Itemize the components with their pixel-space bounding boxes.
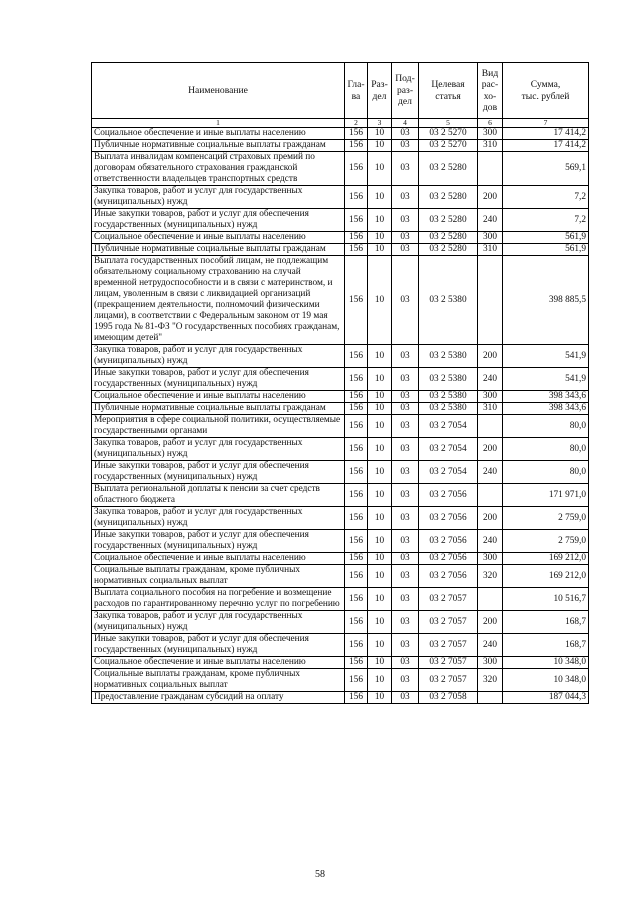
cell-podrazdel: 03 — [392, 232, 419, 244]
cell-razdel: 10 — [368, 232, 392, 244]
cell-podrazdel: 03 — [392, 403, 419, 415]
cell-razdel: 10 — [368, 588, 392, 611]
cell-target: 03 2 5280 — [419, 186, 478, 209]
cell-sum: 187 044,3 — [503, 692, 589, 704]
cell-podrazdel: 03 — [392, 634, 419, 657]
cell-target: 03 2 7057 — [419, 588, 478, 611]
cell-target: 03 2 5380 — [419, 345, 478, 368]
cell-podrazdel: 03 — [392, 345, 419, 368]
cell-vid: 300 — [478, 232, 503, 244]
cell-glava: 156 — [345, 345, 368, 368]
table-row — [92, 152, 589, 186]
cell-name: Выплата региональной доплаты к пенсии за счет средств областного бюджета — [92, 484, 345, 507]
cell-sum: 2 759,0 — [503, 530, 589, 553]
cell-razdel: 10 — [368, 461, 392, 484]
cell-razdel: 10 — [368, 507, 392, 530]
cell-razdel: 10 — [368, 256, 392, 345]
cell-sum: 17 414,2 — [503, 128, 589, 140]
cell-target: 03 2 7056 — [419, 565, 478, 588]
table-row — [92, 186, 589, 209]
cell-sum: 10 348,0 — [503, 669, 589, 692]
cell-target: 03 2 5380 — [419, 256, 478, 345]
column-number-row — [92, 119, 589, 128]
cell-name: Предоставление гражданам субсидий на оплату — [92, 692, 345, 704]
cell-glava: 156 — [345, 368, 368, 391]
cell-sum: 80,0 — [503, 415, 589, 438]
cell-target: 03 2 7057 — [419, 669, 478, 692]
cell-sum: 171 971,0 — [503, 484, 589, 507]
cell-target: 03 2 7057 — [419, 611, 478, 634]
cell-target: 03 2 5280 — [419, 232, 478, 244]
cell-razdel: 10 — [368, 565, 392, 588]
cell-podrazdel: 03 — [392, 140, 419, 152]
table-body — [92, 128, 589, 704]
page-number: 58 — [315, 869, 325, 880]
header-podrazdel: Под- раз- дел — [392, 63, 419, 119]
cell-razdel: 10 — [368, 186, 392, 209]
cell-podrazdel: 03 — [392, 657, 419, 669]
table-row — [92, 345, 589, 368]
header-target: Целевая статья — [419, 63, 478, 119]
cell-glava: 156 — [345, 669, 368, 692]
cell-glava: 156 — [345, 403, 368, 415]
cell-podrazdel: 03 — [392, 209, 419, 232]
table-row — [92, 634, 589, 657]
cell-razdel: 10 — [368, 415, 392, 438]
cell-glava: 156 — [345, 438, 368, 461]
cell-razdel: 10 — [368, 140, 392, 152]
cell-glava: 156 — [345, 186, 368, 209]
cell-glava: 156 — [345, 634, 368, 657]
cell-glava: 156 — [345, 256, 368, 345]
cell-vid: 310 — [478, 244, 503, 256]
cell-glava: 156 — [345, 232, 368, 244]
column-number: 2 — [345, 119, 368, 128]
cell-sum: 168,7 — [503, 634, 589, 657]
cell-razdel: 10 — [368, 484, 392, 507]
cell-podrazdel: 03 — [392, 256, 419, 345]
cell-sum: 541,9 — [503, 368, 589, 391]
cell-target: 03 2 5270 — [419, 140, 478, 152]
cell-target: 03 2 7056 — [419, 507, 478, 530]
cell-name: Иные закупки товаров, работ и услуг для обеспечения государственных (муниципальных) нужд — [92, 209, 345, 232]
cell-vid: 200 — [478, 507, 503, 530]
cell-razdel: 10 — [368, 438, 392, 461]
cell-podrazdel: 03 — [392, 244, 419, 256]
cell-glava: 156 — [345, 128, 368, 140]
cell-sum: 561,9 — [503, 244, 589, 256]
cell-name: Иные закупки товаров, работ и услуг для обеспечения государственных (муниципальных) нужд — [92, 634, 345, 657]
cell-target: 03 2 5380 — [419, 368, 478, 391]
table-row — [92, 657, 589, 669]
cell-razdel: 10 — [368, 345, 392, 368]
cell-name: Выплата инвалидам компенсаций страховых премий по договорам обязательного страхования гражданской ответственности владельцев транспортных средств — [92, 152, 345, 186]
cell-sum: 80,0 — [503, 438, 589, 461]
table-row — [92, 692, 589, 704]
cell-vid: 300 — [478, 128, 503, 140]
cell-vid: 300 — [478, 553, 503, 565]
cell-podrazdel: 03 — [392, 530, 419, 553]
cell-sum: 541,9 — [503, 345, 589, 368]
table-row — [92, 588, 589, 611]
cell-sum: 398 885,5 — [503, 256, 589, 345]
cell-name: Социальное обеспечение и иные выплаты населению — [92, 657, 345, 669]
table-row — [92, 611, 589, 634]
cell-name: Иные закупки товаров, работ и услуг для обеспечения государственных (муниципальных) нужд — [92, 461, 345, 484]
cell-razdel: 10 — [368, 692, 392, 704]
cell-podrazdel: 03 — [392, 507, 419, 530]
header-razdel: Раз- дел — [368, 63, 392, 119]
cell-razdel: 10 — [368, 128, 392, 140]
cell-sum: 80,0 — [503, 461, 589, 484]
cell-target: 03 2 5380 — [419, 403, 478, 415]
cell-vid: 200 — [478, 438, 503, 461]
table-row — [92, 403, 589, 415]
cell-target: 03 2 7054 — [419, 415, 478, 438]
cell-glava: 156 — [345, 244, 368, 256]
table-row — [92, 669, 589, 692]
cell-name: Выплата социального пособия на погребение и возмещение расходов по гарантированному перечню услуг по погребению — [92, 588, 345, 611]
cell-podrazdel: 03 — [392, 415, 419, 438]
cell-razdel: 10 — [368, 368, 392, 391]
cell-name: Социальное обеспечение и иные выплаты населению — [92, 128, 345, 140]
cell-sum: 7,2 — [503, 209, 589, 232]
cell-name: Социальные выплаты гражданам, кроме публичных нормативных социальных выплат — [92, 669, 345, 692]
cell-vid — [478, 415, 503, 438]
cell-razdel: 10 — [368, 209, 392, 232]
table-row — [92, 530, 589, 553]
cell-glava: 156 — [345, 692, 368, 704]
cell-podrazdel: 03 — [392, 152, 419, 186]
cell-name: Публичные нормативные социальные выплаты гражданам — [92, 403, 345, 415]
cell-glava: 156 — [345, 657, 368, 669]
cell-target: 03 2 7054 — [419, 438, 478, 461]
cell-razdel: 10 — [368, 657, 392, 669]
table-row — [92, 461, 589, 484]
table-row — [92, 209, 589, 232]
cell-target: 03 2 7058 — [419, 692, 478, 704]
table-row — [92, 391, 589, 403]
cell-target: 03 2 5280 — [419, 152, 478, 186]
table-row — [92, 140, 589, 152]
column-number: 5 — [419, 119, 478, 128]
cell-razdel: 10 — [368, 611, 392, 634]
cell-name: Иные закупки товаров, работ и услуг для обеспечения государственных (муниципальных) нужд — [92, 368, 345, 391]
cell-glava: 156 — [345, 565, 368, 588]
cell-podrazdel: 03 — [392, 553, 419, 565]
header-vid: Вид рас- хо- дов — [478, 63, 503, 119]
cell-target: 03 2 5280 — [419, 209, 478, 232]
cell-glava: 156 — [345, 611, 368, 634]
table-header-row — [92, 63, 589, 119]
cell-razdel: 10 — [368, 530, 392, 553]
column-number: 4 — [392, 119, 419, 128]
cell-vid: 240 — [478, 634, 503, 657]
table-row — [92, 553, 589, 565]
cell-podrazdel: 03 — [392, 128, 419, 140]
cell-podrazdel: 03 — [392, 438, 419, 461]
cell-vid — [478, 692, 503, 704]
cell-glava: 156 — [345, 588, 368, 611]
cell-sum: 561,9 — [503, 232, 589, 244]
table-row — [92, 565, 589, 588]
cell-podrazdel: 03 — [392, 368, 419, 391]
cell-sum: 10 348,0 — [503, 657, 589, 669]
cell-vid: 240 — [478, 368, 503, 391]
header-name: Наименование — [92, 63, 345, 119]
cell-vid: 200 — [478, 345, 503, 368]
cell-podrazdel: 03 — [392, 588, 419, 611]
column-number: 7 — [503, 119, 589, 128]
cell-target: 03 2 7056 — [419, 484, 478, 507]
cell-podrazdel: 03 — [392, 461, 419, 484]
table-row — [92, 438, 589, 461]
cell-razdel: 10 — [368, 152, 392, 186]
cell-sum: 169 212,0 — [503, 565, 589, 588]
cell-podrazdel: 03 — [392, 186, 419, 209]
cell-podrazdel: 03 — [392, 692, 419, 704]
cell-vid: 320 — [478, 565, 503, 588]
cell-name: Социальные выплаты гражданам, кроме публичных нормативных социальных выплат — [92, 565, 345, 588]
cell-target: 03 2 7054 — [419, 461, 478, 484]
cell-sum: 10 516,7 — [503, 588, 589, 611]
table-row — [92, 415, 589, 438]
cell-glava: 156 — [345, 461, 368, 484]
cell-glava: 156 — [345, 391, 368, 403]
cell-vid — [478, 256, 503, 345]
cell-podrazdel: 03 — [392, 565, 419, 588]
cell-name: Закупка товаров, работ и услуг для государственных (муниципальных) нужд — [92, 345, 345, 368]
cell-vid: 200 — [478, 611, 503, 634]
cell-podrazdel: 03 — [392, 391, 419, 403]
cell-name: Мероприятия в сфере социальной политики, осуществляемые государственными органами — [92, 415, 345, 438]
cell-podrazdel: 03 — [392, 484, 419, 507]
table-row — [92, 128, 589, 140]
cell-vid — [478, 484, 503, 507]
table-row — [92, 507, 589, 530]
table-row — [92, 368, 589, 391]
cell-name: Социальное обеспечение и иные выплаты населению — [92, 553, 345, 565]
cell-name: Социальное обеспечение и иные выплаты населению — [92, 232, 345, 244]
cell-target: 03 2 5380 — [419, 391, 478, 403]
cell-target: 03 2 5280 — [419, 244, 478, 256]
cell-sum: 2 759,0 — [503, 507, 589, 530]
table-row — [92, 232, 589, 244]
cell-razdel: 10 — [368, 634, 392, 657]
cell-sum: 168,7 — [503, 611, 589, 634]
cell-razdel: 10 — [368, 553, 392, 565]
cell-vid: 310 — [478, 403, 503, 415]
cell-podrazdel: 03 — [392, 611, 419, 634]
cell-vid: 240 — [478, 530, 503, 553]
cell-razdel: 10 — [368, 244, 392, 256]
cell-target: 03 2 7057 — [419, 634, 478, 657]
header-sum: Сумма, тыс. рублей — [503, 63, 589, 119]
cell-target: 03 2 5270 — [419, 128, 478, 140]
cell-vid: 300 — [478, 657, 503, 669]
cell-target: 03 2 7056 — [419, 530, 478, 553]
cell-sum: 17 414,2 — [503, 140, 589, 152]
column-number: 6 — [478, 119, 503, 128]
cell-name: Закупка товаров, работ и услуг для государственных (муниципальных) нужд — [92, 438, 345, 461]
cell-sum: 398 343,6 — [503, 391, 589, 403]
cell-glava: 156 — [345, 530, 368, 553]
cell-vid: 240 — [478, 209, 503, 232]
cell-glava: 156 — [345, 209, 368, 232]
table-row — [92, 244, 589, 256]
cell-glava: 156 — [345, 484, 368, 507]
cell-target: 03 2 7057 — [419, 657, 478, 669]
table-row — [92, 484, 589, 507]
cell-target: 03 2 7056 — [419, 553, 478, 565]
cell-name: Закупка товаров, работ и услуг для государственных (муниципальных) нужд — [92, 507, 345, 530]
cell-razdel: 10 — [368, 403, 392, 415]
cell-vid: 310 — [478, 140, 503, 152]
cell-sum: 7,2 — [503, 186, 589, 209]
cell-vid: 300 — [478, 391, 503, 403]
cell-name: Выплата государственных пособий лицам, не подлежащим обязательному социальному страхованию на случай временной нетрудоспособности и в связи с материнством, и лицам, уволенным в связи с ликвидацией организаций (прекращением деятельности, полномочий физическими лицами), в соответствии с Федеральным законом от 19 мая 1995 года № 81-ФЗ "О государственных пособиях гражданам, имеющим детей" — [92, 256, 345, 345]
cell-vid — [478, 588, 503, 611]
cell-glava: 156 — [345, 553, 368, 565]
cell-glava: 156 — [345, 152, 368, 186]
cell-glava: 156 — [345, 140, 368, 152]
cell-vid: 200 — [478, 186, 503, 209]
cell-vid — [478, 152, 503, 186]
cell-sum: 398 343,6 — [503, 403, 589, 415]
cell-glava: 156 — [345, 415, 368, 438]
cell-vid: 320 — [478, 669, 503, 692]
cell-vid: 240 — [478, 461, 503, 484]
cell-name: Закупка товаров, работ и услуг для государственных (муниципальных) нужд — [92, 186, 345, 209]
cell-name: Публичные нормативные социальные выплаты гражданам — [92, 140, 345, 152]
cell-podrazdel: 03 — [392, 669, 419, 692]
column-number: 1 — [92, 119, 345, 128]
cell-name: Социальное обеспечение и иные выплаты населению — [92, 391, 345, 403]
cell-razdel: 10 — [368, 669, 392, 692]
cell-name: Публичные нормативные социальные выплаты гражданам — [92, 244, 345, 256]
column-number: 3 — [368, 119, 392, 128]
cell-sum: 569,1 — [503, 152, 589, 186]
budget-table — [91, 62, 589, 704]
table-row — [92, 256, 589, 345]
cell-name: Закупка товаров, работ и услуг для государственных (муниципальных) нужд — [92, 611, 345, 634]
cell-razdel: 10 — [368, 391, 392, 403]
header-glava: Гла- ва — [345, 63, 368, 119]
cell-sum: 169 212,0 — [503, 553, 589, 565]
cell-name: Иные закупки товаров, работ и услуг для обеспечения государственных (муниципальных) нужд — [92, 530, 345, 553]
cell-glava: 156 — [345, 507, 368, 530]
